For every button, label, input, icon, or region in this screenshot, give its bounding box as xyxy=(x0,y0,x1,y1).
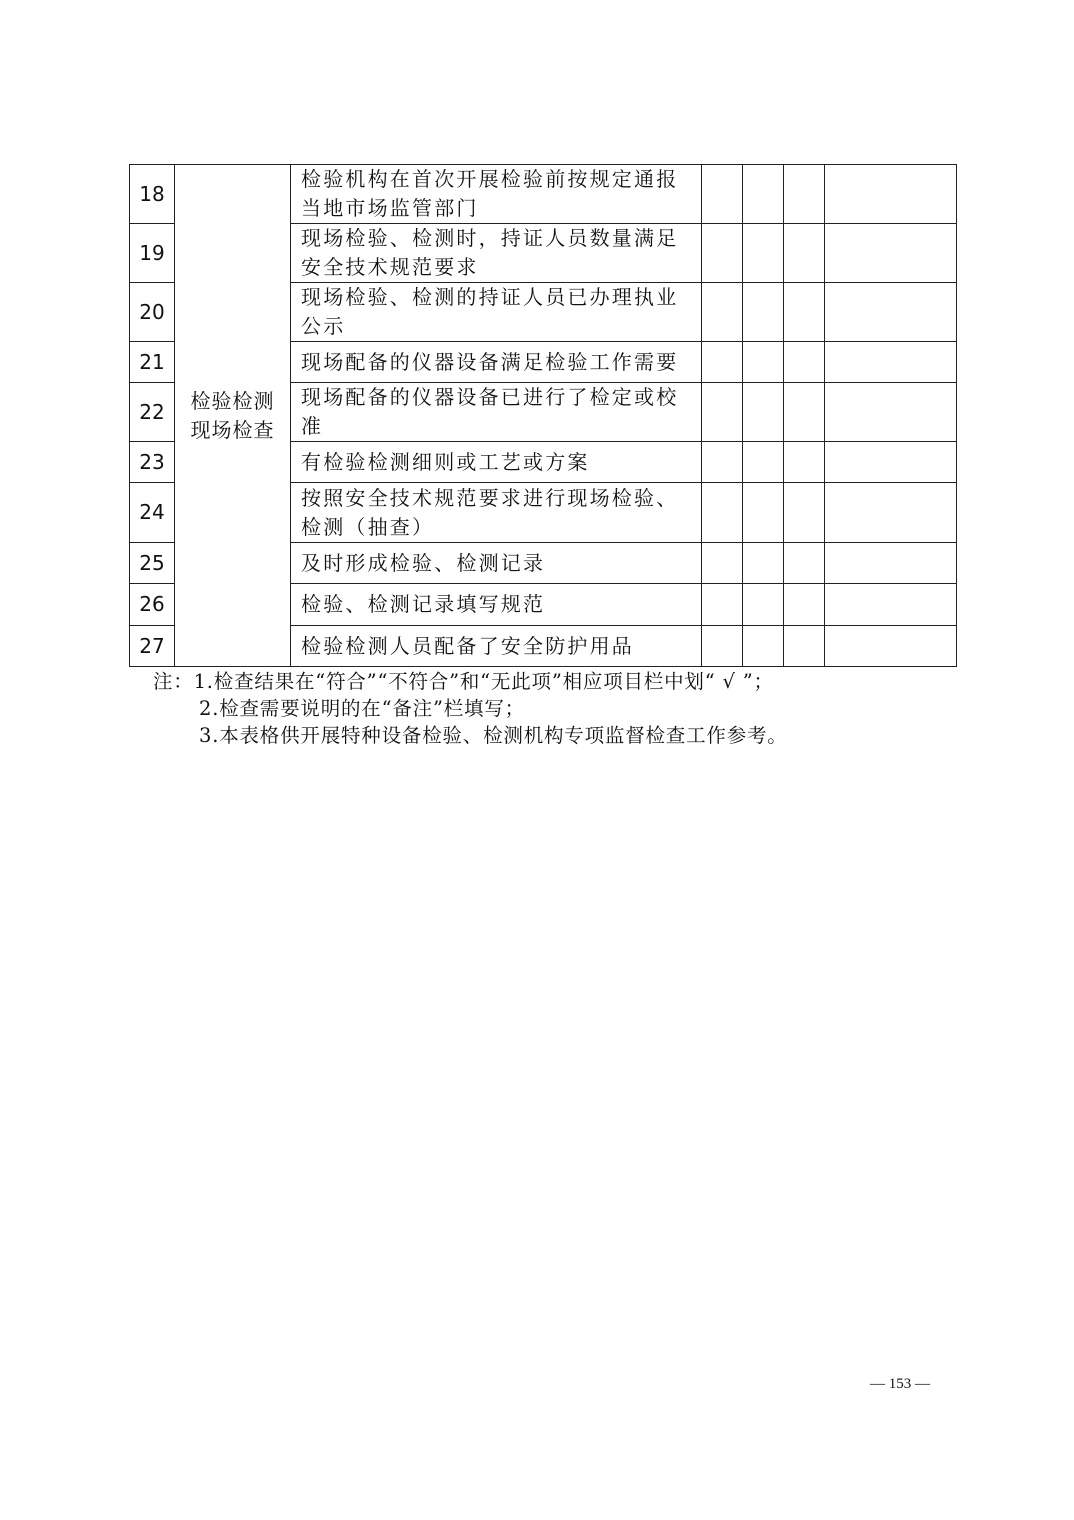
result-cell-na[interactable] xyxy=(784,342,825,383)
check-item-text: 检验检测人员配备了安全防护用品 xyxy=(291,626,702,667)
check-item-text: 按照安全技术规范要求进行现场检验、检测（抽查） xyxy=(291,483,702,543)
row-number: 18 xyxy=(130,165,175,224)
result-cell-na[interactable] xyxy=(784,224,825,283)
result-cell-na[interactable] xyxy=(784,442,825,483)
result-cell-na[interactable] xyxy=(784,584,825,626)
result-cell-na[interactable] xyxy=(784,283,825,342)
category-label-line2: 现场检查 xyxy=(190,417,275,442)
result-cell-nonconform[interactable] xyxy=(743,342,784,383)
check-item-text: 现场检验、检测时，持证人员数量满足安全技术规范要求 xyxy=(291,224,702,283)
check-item-text: 现场配备的仪器设备已进行了检定或校准 xyxy=(291,383,702,442)
category-cell xyxy=(175,165,291,667)
row-number: 24 xyxy=(130,483,175,543)
check-item-text: 现场配备的仪器设备满足检验工作需要 xyxy=(291,342,702,383)
remarks-cell[interactable] xyxy=(825,483,957,543)
result-cell-conform[interactable] xyxy=(702,584,743,626)
row-number: 22 xyxy=(130,383,175,442)
result-cell-nonconform[interactable] xyxy=(743,383,784,442)
row-number: 20 xyxy=(130,283,175,342)
remarks-cell[interactable] xyxy=(825,283,957,342)
result-cell-conform[interactable] xyxy=(702,483,743,543)
remarks-cell[interactable] xyxy=(825,584,957,626)
note-line-2: 2.检查需要说明的在“备注”栏填写； xyxy=(199,697,525,720)
note-line-3: 3.本表格供开展特种设备检验、检测机构专项监督检查工作参考。 xyxy=(199,724,788,747)
result-cell-nonconform[interactable] xyxy=(743,442,784,483)
row-number: 26 xyxy=(130,584,175,626)
check-item-text: 有检验检测细则或工艺或方案 xyxy=(291,442,702,483)
category-label-line1: 检验检测 xyxy=(190,388,275,413)
remarks-cell[interactable] xyxy=(825,626,957,667)
result-cell-conform[interactable] xyxy=(702,383,743,442)
result-cell-conform[interactable] xyxy=(702,543,743,584)
row-number: 19 xyxy=(130,224,175,283)
result-cell-conform[interactable] xyxy=(702,224,743,283)
remarks-cell[interactable] xyxy=(825,543,957,584)
remarks-cell[interactable] xyxy=(825,165,957,224)
result-cell-conform[interactable] xyxy=(702,626,743,667)
result-cell-nonconform[interactable] xyxy=(743,165,784,224)
result-cell-nonconform[interactable] xyxy=(743,543,784,584)
note-line-1: 注：1.检查结果在“符合”“不符合”和“无此项”相应项目栏中划“ √ ”； xyxy=(153,670,774,693)
check-item-text: 现场检验、检测的持证人员已办理执业公示 xyxy=(291,283,702,342)
page-number: — 153 — xyxy=(870,1376,930,1392)
result-cell-na[interactable] xyxy=(784,626,825,667)
check-item-text: 检验、检测记录填写规范 xyxy=(291,584,702,626)
result-cell-na[interactable] xyxy=(784,165,825,224)
result-cell-conform[interactable] xyxy=(702,342,743,383)
result-cell-na[interactable] xyxy=(784,483,825,543)
result-cell-nonconform[interactable] xyxy=(743,483,784,543)
inspection-checklist-table xyxy=(129,164,957,667)
result-cell-nonconform[interactable] xyxy=(743,224,784,283)
result-cell-conform[interactable] xyxy=(702,442,743,483)
row-number: 27 xyxy=(130,626,175,667)
check-item-text: 检验机构在首次开展检验前按规定通报当地市场监管部门 xyxy=(291,165,702,224)
remarks-cell[interactable] xyxy=(825,224,957,283)
row-number: 21 xyxy=(130,342,175,383)
remarks-cell[interactable] xyxy=(825,342,957,383)
row-number: 25 xyxy=(130,543,175,584)
remarks-cell[interactable] xyxy=(825,383,957,442)
result-cell-nonconform[interactable] xyxy=(743,584,784,626)
result-cell-conform[interactable] xyxy=(702,165,743,224)
result-cell-nonconform[interactable] xyxy=(743,283,784,342)
result-cell-nonconform[interactable] xyxy=(743,626,784,667)
table-row xyxy=(130,165,957,224)
result-cell-na[interactable] xyxy=(784,383,825,442)
remarks-cell[interactable] xyxy=(825,442,957,483)
table-notes xyxy=(153,668,953,749)
check-item-text: 及时形成检验、检测记录 xyxy=(291,543,702,584)
result-cell-na[interactable] xyxy=(784,543,825,584)
result-cell-conform[interactable] xyxy=(702,283,743,342)
row-number: 23 xyxy=(130,442,175,483)
